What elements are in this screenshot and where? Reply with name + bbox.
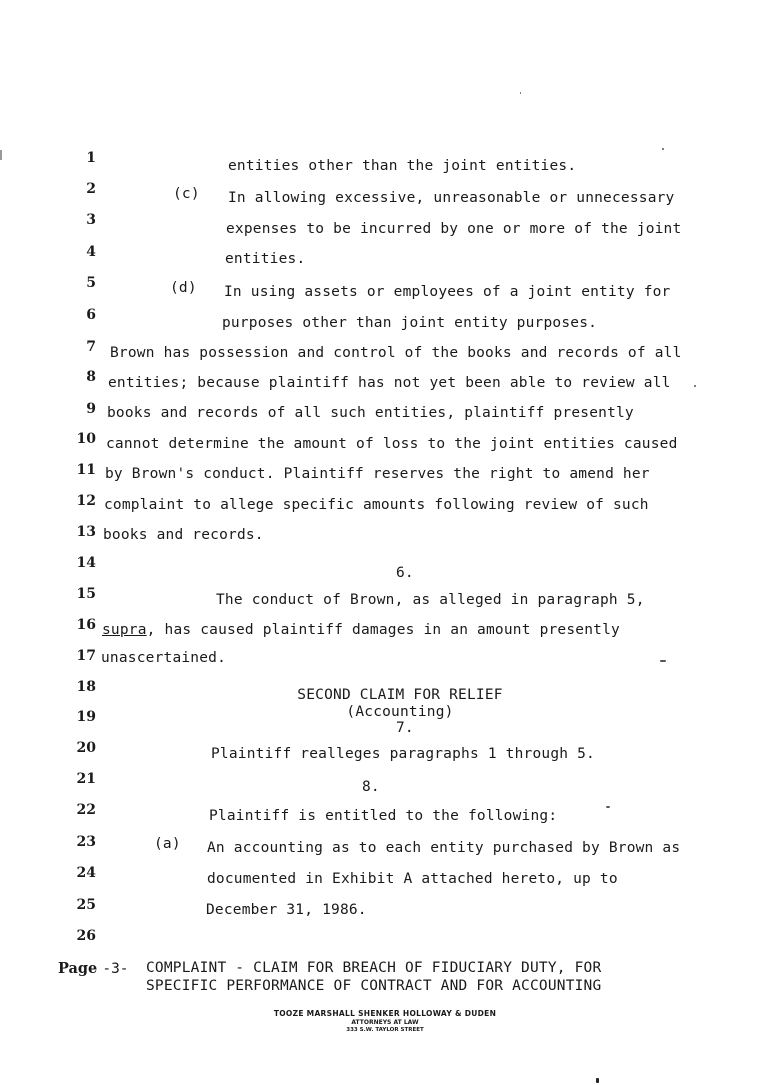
body-line: entities.: [225, 251, 306, 267]
line-number: 5: [86, 275, 96, 291]
body-line: Plaintiff is entitled to the following:: [209, 808, 558, 824]
line-number: 6: [86, 307, 96, 323]
line-number: 2: [86, 181, 96, 197]
line-number: 22: [76, 802, 96, 818]
line-number: 23: [76, 834, 96, 850]
body-line: books and records.: [103, 527, 264, 543]
paragraph-number: 7.: [396, 720, 414, 736]
line-number: 17: [76, 648, 96, 664]
supra-emphasis: supra: [102, 622, 147, 638]
body-line: books and records of all such entities, plaintiff presently: [107, 405, 634, 421]
body-line: cannot determine the amount of loss to the joint entities caused: [106, 436, 678, 452]
body-line-rest: , has caused plaintiff damages in an amount presently: [146, 622, 620, 638]
line-number: 13: [76, 524, 96, 540]
line-number: 1: [86, 150, 96, 166]
body-line: expenses to be incurred by one or more of the joint: [226, 221, 682, 237]
body-line: complaint to allege specific amounts following review of such: [104, 497, 649, 513]
line-number: 18: [76, 679, 96, 695]
item-label-a: (a): [154, 836, 181, 852]
footer-title-line: COMPLAINT - CLAIM FOR BREACH OF FIDUCIARY DUTY, FOR: [146, 960, 602, 976]
body-line: December 31, 1986.: [206, 902, 367, 918]
firm-name: TOOZE MARSHALL SHENKER HOLLOWAY & DUDEN: [273, 1009, 497, 1018]
body-line: documented in Exhibit A attached hereto, up to: [207, 871, 618, 887]
claim-heading: SECOND CLAIM FOR RELIEF: [297, 687, 503, 703]
page-label: Page: [58, 960, 98, 977]
paragraph-number: 8.: [362, 779, 380, 795]
page-num: -3-: [102, 961, 129, 977]
item-label-c: (c): [173, 186, 200, 202]
line-number: 24: [76, 865, 96, 881]
firm-subtitle: ATTORNEYS AT LAW: [351, 1019, 419, 1026]
body-line: [102, 622, 620, 638]
line-number: 20: [76, 740, 96, 756]
claim-subheading: (Accounting): [346, 704, 454, 720]
body-line: Plaintiff realleges paragraphs 1 through 5.: [211, 746, 595, 762]
body-line: entities; because plaintiff has not yet been able to review all: [108, 375, 671, 391]
line-number: 7: [86, 339, 96, 355]
line-number: 10: [76, 431, 96, 447]
body-line: In allowing excessive, unreasonable or unnecessary: [228, 190, 675, 206]
line-number: 16: [76, 617, 96, 633]
line-number: 25: [76, 897, 96, 913]
body-line: In using assets or employees of a joint entity for: [224, 284, 671, 300]
footer-title-line: SPECIFIC PERFORMANCE OF CONTRACT AND FOR ACCOUNTING: [146, 978, 602, 994]
body-line: by Brown's conduct. Plaintiff reserves the right to amend her: [105, 466, 650, 482]
line-number: 3: [86, 212, 96, 228]
line-number: 8: [86, 369, 96, 385]
line-number: 15: [76, 586, 96, 602]
body-line: Brown has possession and control of the books and records of all: [110, 345, 682, 361]
page-number: [58, 960, 129, 977]
line-number: 12: [76, 493, 96, 509]
body-line: unascertained.: [101, 650, 227, 666]
firm-address: 333 S.W. TAYLOR STREET: [346, 1027, 424, 1033]
line-number: 11: [76, 462, 96, 478]
body-line: An accounting as to each entity purchased by Brown as: [207, 840, 681, 856]
body-line: entities other than the joint entities.: [228, 158, 577, 174]
line-number: 26: [76, 928, 96, 944]
line-number: 4: [86, 244, 96, 260]
line-number: 14: [76, 555, 96, 571]
paragraph-number: 6.: [396, 565, 414, 581]
line-number: 9: [86, 401, 96, 417]
item-label-d: (d): [170, 280, 197, 296]
body-line: The conduct of Brown, as alleged in paragraph 5,: [216, 592, 645, 608]
line-number: 21: [76, 771, 96, 787]
line-number: 19: [76, 709, 96, 725]
body-line: purposes other than joint entity purposes.: [222, 315, 598, 331]
